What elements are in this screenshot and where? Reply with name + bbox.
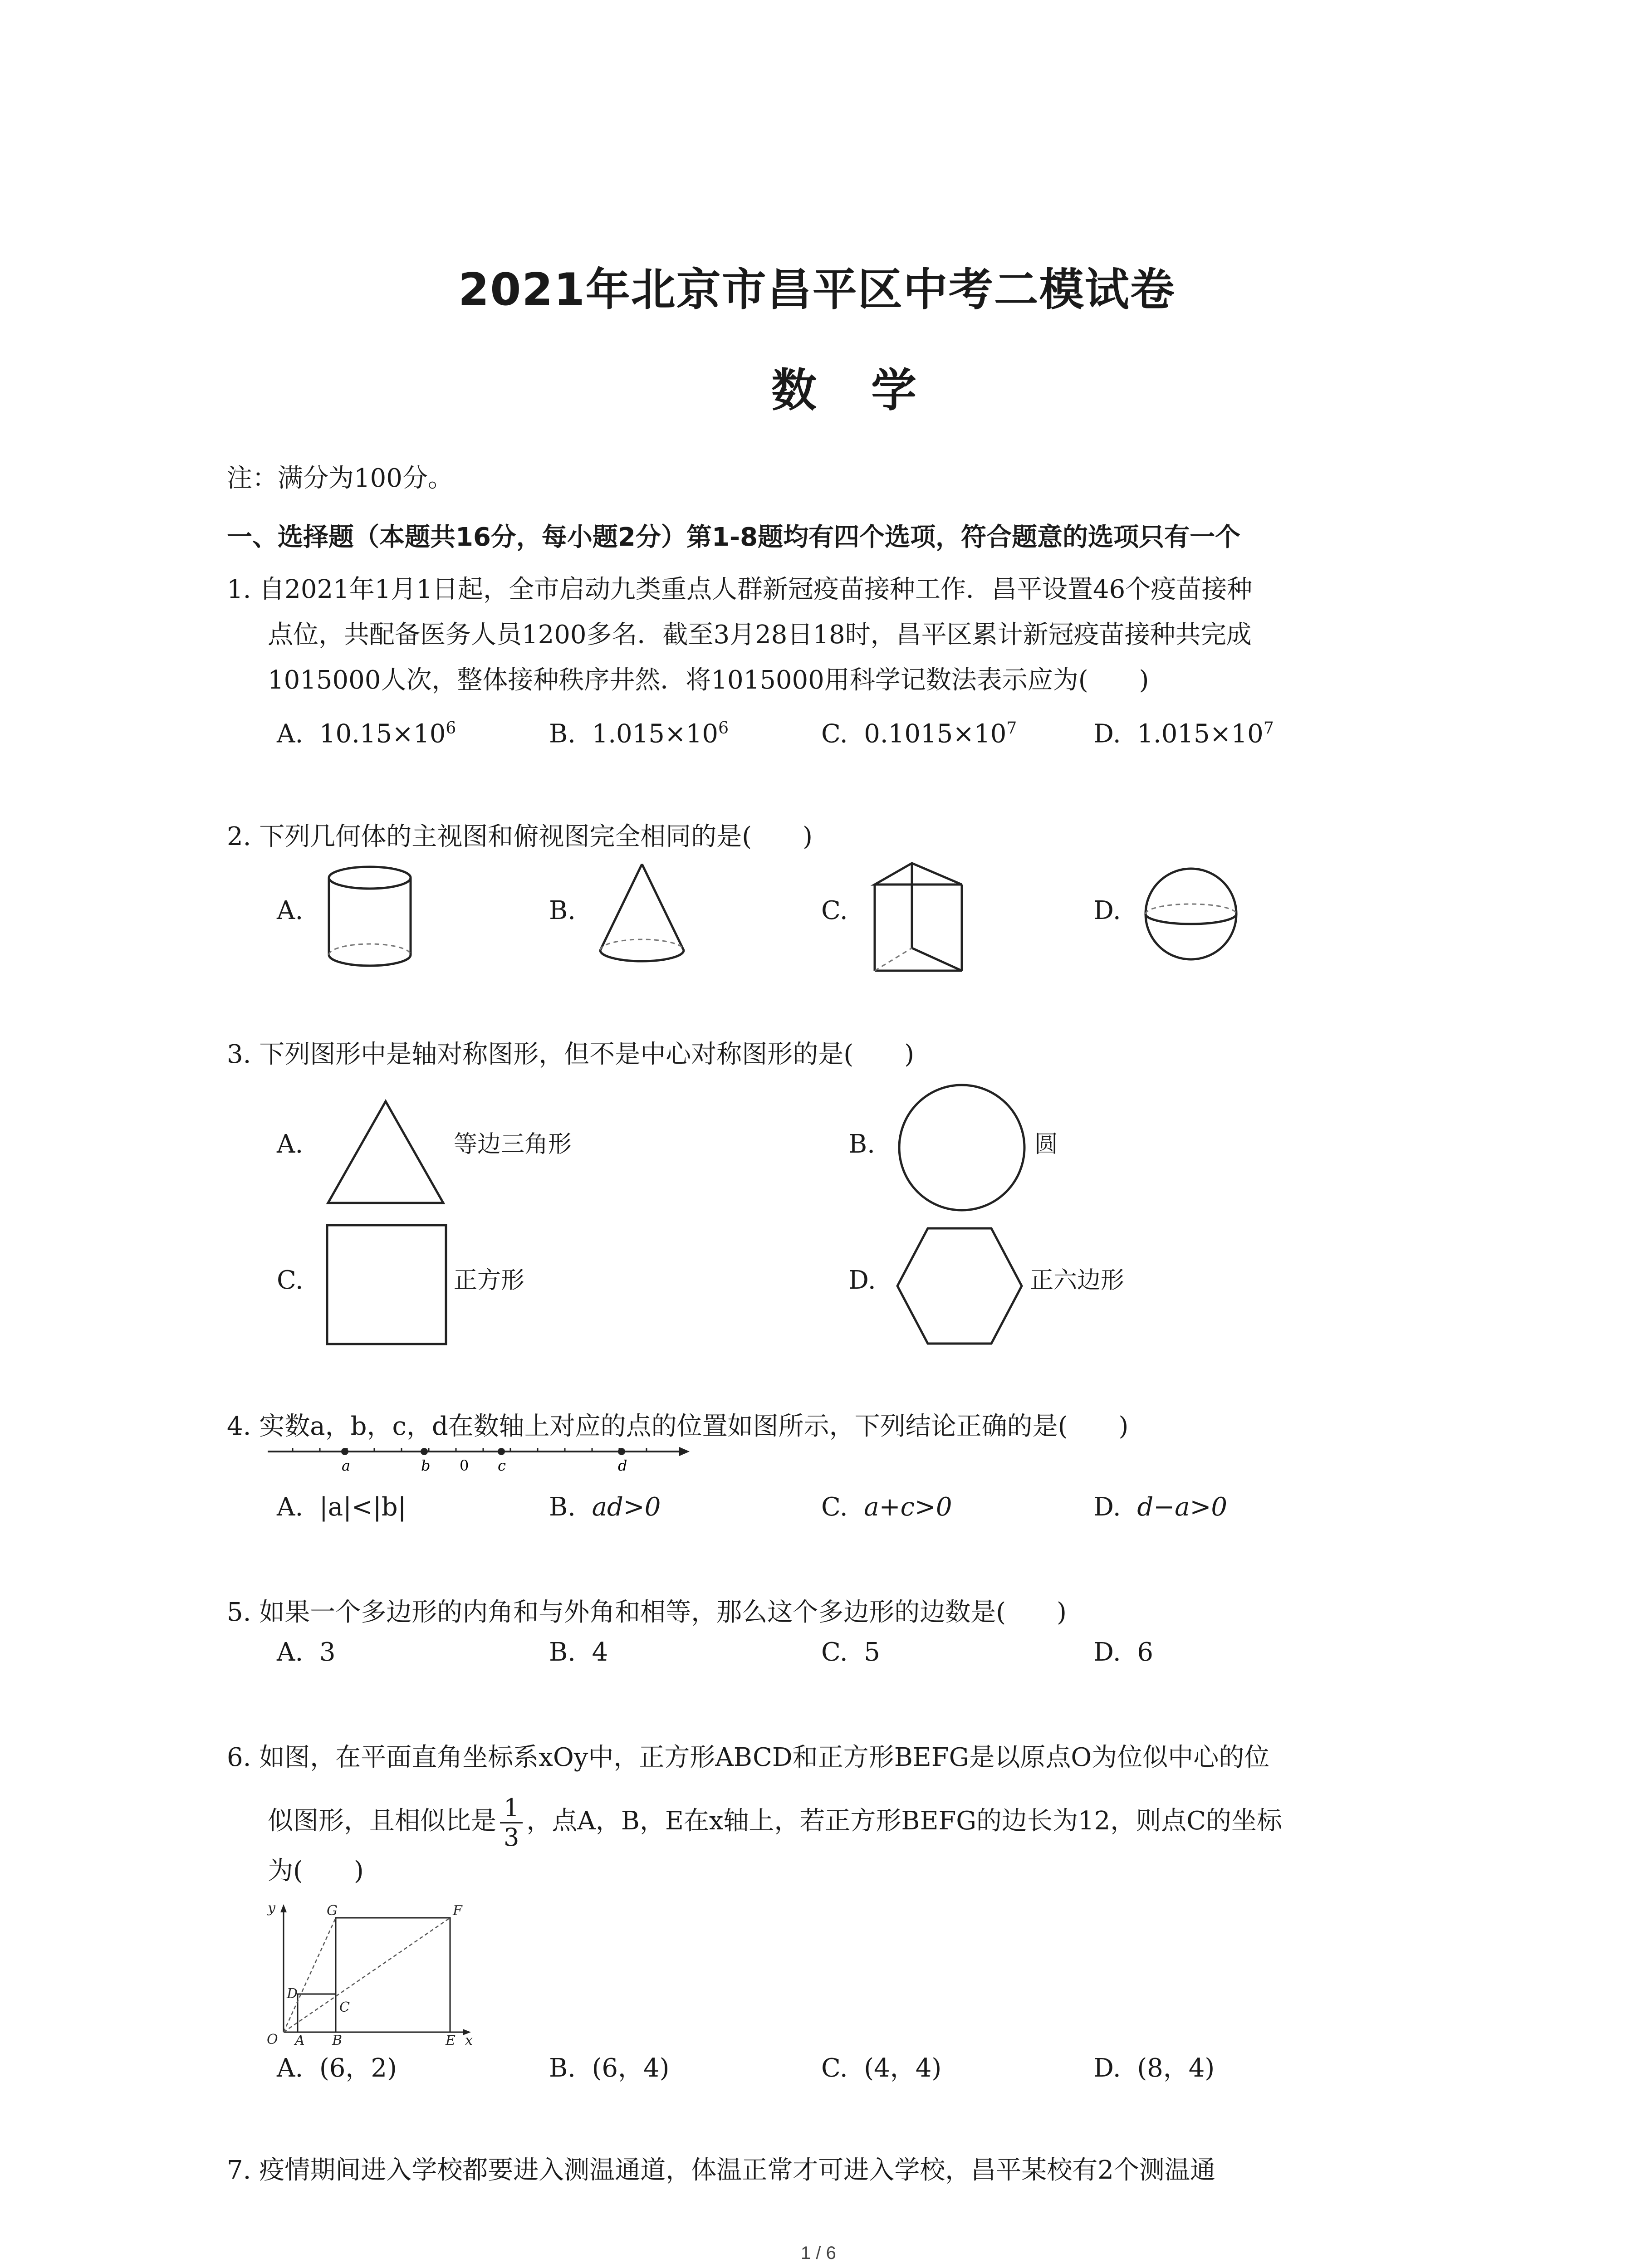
q6-option-b: B. (6，4) <box>549 2053 670 2083</box>
q6-line-2: 似图形，且相似比是 $\frac{1}{3}$ ，点A，B，E在x轴上，若正方形BEFG的边长为12，则点C的坐标 <box>268 1794 1283 1852</box>
label-d-point: D <box>287 1986 298 2002</box>
q3-option-c-name: 正方形 <box>454 1267 525 1294</box>
q3-option-d-label: D. <box>848 1266 876 1295</box>
label-a: a <box>342 1457 351 1474</box>
label-origin: O <box>267 2032 278 2048</box>
point-c <box>498 1448 505 1455</box>
label-a-point: A <box>295 2033 305 2048</box>
q5-stem: 5. 如果一个多边形的内角和与外角和相等，那么这个多边形的边数是( ) <box>227 1598 1067 1627</box>
q4-stem: 4. 实数a，b，c，d在数轴上对应的点的位置如图所示，下列结论正确的是( ) <box>227 1412 1129 1441</box>
q2-option-b-label: B. <box>549 896 576 925</box>
number-line-figure <box>265 1438 692 1479</box>
q6-option-d: D. (8，4) <box>1093 2053 1215 2083</box>
q2-option-c-label: C. <box>821 896 848 925</box>
regular-hexagon-figure <box>894 1225 1025 1347</box>
label-c-point: C <box>339 1999 350 2015</box>
q7-line-1: 7. 疫情期间进入学校都要进入测温通道，体温正常才可进入学校，昌平某校有2个测温通 <box>227 2156 1215 2185</box>
q3-option-c-label: C. <box>277 1266 304 1295</box>
q4-option-d: D. d−a>0 <box>1093 1492 1228 1522</box>
point-b <box>421 1448 428 1455</box>
q6-line-3: 为( ) <box>268 1856 364 1886</box>
q3-stem: 3. 下列图形中是轴对称图形，但不是中心对称图形的是( ) <box>227 1040 914 1069</box>
q2-option-d-label: D. <box>1093 896 1121 925</box>
q3-option-b-name: 圆 <box>1034 1131 1058 1158</box>
label-f: F <box>453 1903 462 1919</box>
equilateral-triangle-figure <box>324 1098 447 1207</box>
q1-line-3: 1015000人次，整体接种秩序井然．将1015000用科学记数法表示应为( ) <box>268 665 1149 695</box>
q2-stem: 2. 下列几何体的主视图和俯视图完全相同的是( ) <box>227 822 813 851</box>
page-title: 2021年北京市昌平区中考二模试卷 <box>458 264 1176 316</box>
point-a <box>341 1448 348 1455</box>
label-c: c <box>498 1457 506 1474</box>
q3-option-d-name: 正六边形 <box>1030 1267 1125 1294</box>
cone-figure <box>597 862 687 971</box>
page-number: 1 / 6 <box>801 2243 836 2263</box>
q5-option-c: C. 5 <box>821 1637 880 1667</box>
square-figure <box>324 1222 451 1347</box>
q5-option-b: B. 4 <box>549 1637 608 1667</box>
score-note: 注：满分为100分。 <box>227 464 453 493</box>
label-zero: 0 <box>460 1457 469 1474</box>
sphere-figure <box>1141 864 1241 964</box>
q6-option-a: A. (6，2) <box>277 2053 397 2083</box>
q3-option-a-name: 等边三角形 <box>454 1131 572 1158</box>
q6-option-c: C. (4，4) <box>821 2053 942 2083</box>
coordinate-figure <box>259 1896 476 2046</box>
ratio-fraction: $\frac{1}{3}$ <box>500 1794 523 1852</box>
q3-option-a-label: A. <box>277 1129 304 1159</box>
q4-option-b: B. ad>0 <box>549 1492 661 1522</box>
circle-figure <box>894 1080 1030 1216</box>
q5-option-a: A. 3 <box>277 1637 336 1667</box>
q1-line-1: 1. 自2021年1月1日起，全市启动九类重点人群新冠疫苗接种工作．昌平设置46个疫苗接种 <box>227 575 1253 604</box>
q4-option-c: C. a+c>0 <box>821 1492 952 1522</box>
q2-option-a-label: A. <box>277 896 304 925</box>
label-b-point: B <box>332 2033 343 2048</box>
point-d <box>618 1448 625 1455</box>
q6-line-1: 6. 如图，在平面直角坐标系xOy中，正方形ABCD和正方形BEFG是以原点O为位似中心的位 <box>227 1743 1270 1772</box>
section-heading: 一、选择题（本题共16分，每小题2分）第1-8题均有四个选项，符合题意的选项只有一个 <box>227 523 1241 552</box>
label-e-point: E <box>446 2033 456 2048</box>
q5-option-d: D. 6 <box>1093 1637 1153 1667</box>
label-d: d <box>618 1457 627 1474</box>
label-b: b <box>421 1457 431 1474</box>
subject-title: 数学 <box>771 364 971 417</box>
q1-option-b: B. $1.015\times 10^6$ <box>549 719 729 749</box>
q1-option-d: D. $1.015\times 10^7$ <box>1093 719 1274 749</box>
axis-label-x: x <box>465 2033 473 2048</box>
q4-option-a: A. |a|<|b| <box>277 1492 407 1522</box>
q3-option-b-label: B. <box>848 1129 875 1159</box>
cylinder-figure <box>324 864 415 973</box>
q1-option-a: A. $10.15\times 10^6$ <box>277 719 456 749</box>
q1-option-c: C. $0.1015\times 10^7$ <box>821 719 1017 749</box>
axis-label-y: y <box>268 1900 275 1916</box>
q1-line-2: 点位，共配备医务人员1200多名．截至3月28日18时，昌平区累计新冠疫苗接种共完成 <box>268 620 1252 650</box>
triangular-prism-figure <box>871 860 971 978</box>
label-g: G <box>327 1903 338 1919</box>
